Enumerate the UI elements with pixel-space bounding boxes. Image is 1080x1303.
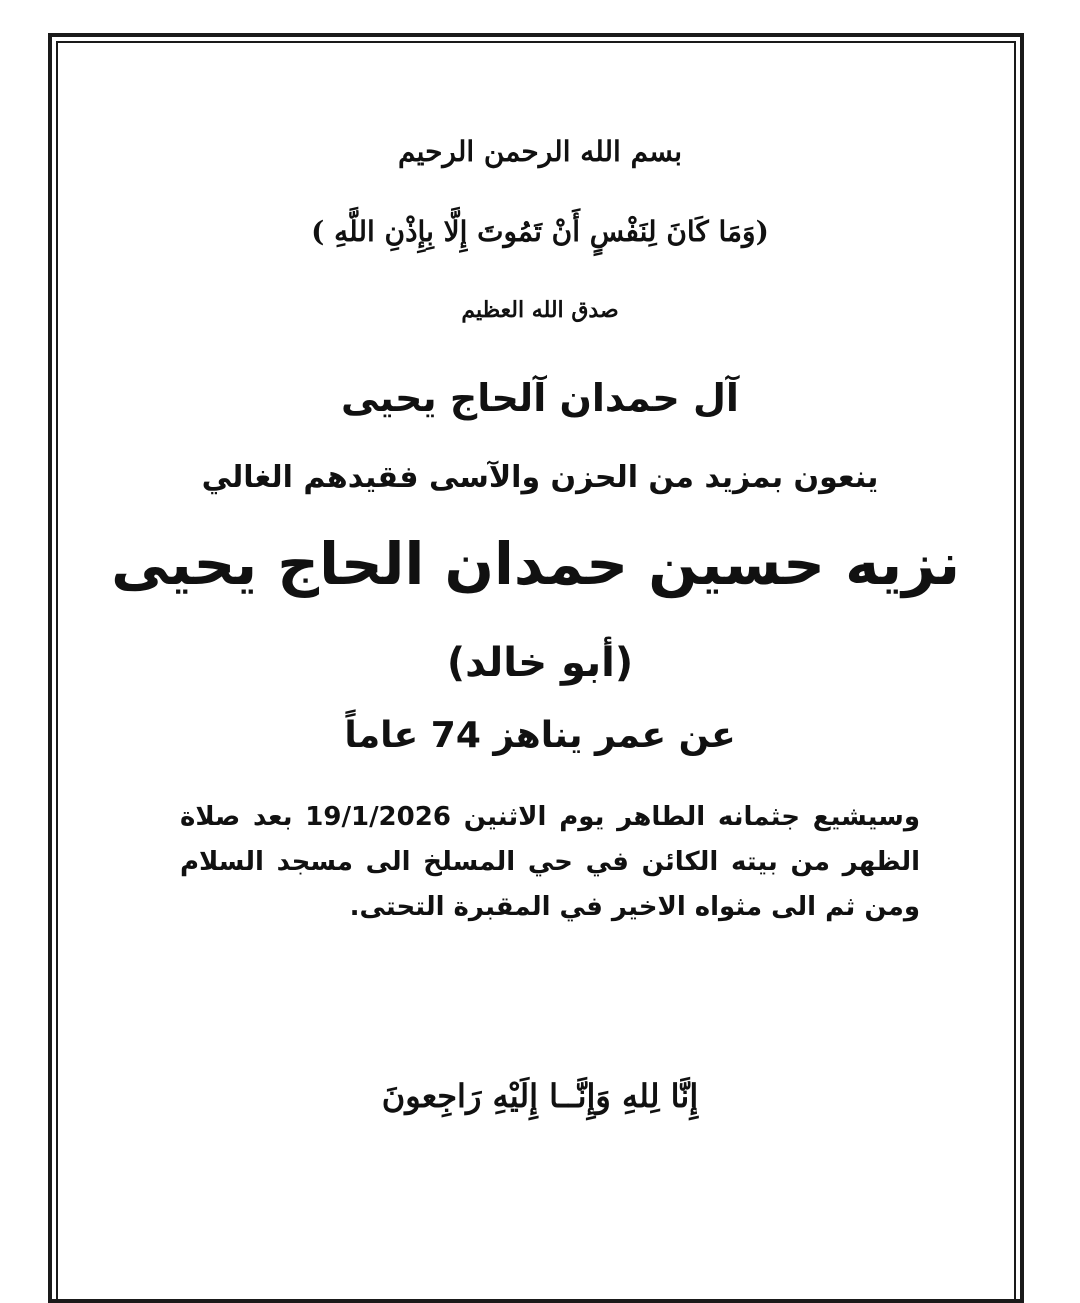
basmala-heading: بسم الله الرحمن الرحيم <box>398 135 682 168</box>
age-line: عن عمر يناهز 74 عاماً <box>344 715 736 756</box>
funeral-details: وسيشيع جثمانه الطاهر يوم الاثنين 19/1/2026 بعد صلاة الظهر من بيته الكائن في حي المسلخ الى مسجد السلام ومن ثم الى مثواه الاخير في المقبرة التحتى. <box>180 802 920 922</box>
family-name: آل حمدان آلحاج يحيى <box>341 376 739 420</box>
closing-verse: إِنَّا لِلهِ وَإِنَّــا إِلَيْهِ رَاجِعونَ <box>381 1077 699 1115</box>
mourning-line: ينعون بمزيد من الحزن والآسى فقيدهم الغالي <box>201 460 879 495</box>
quran-verse: (وَمَا كَانَ لِنَفْسٍ أَنْ تَمُوتَ إِلَّا بِإِذْنِ اللَّهِ ) <box>311 215 769 248</box>
kunya: (أبو خالد) <box>446 640 634 686</box>
verse-closing: صدق الله العظيم <box>461 297 619 323</box>
deceased-name: نزيه حسين حمدان الحاج يحيى <box>111 530 960 598</box>
